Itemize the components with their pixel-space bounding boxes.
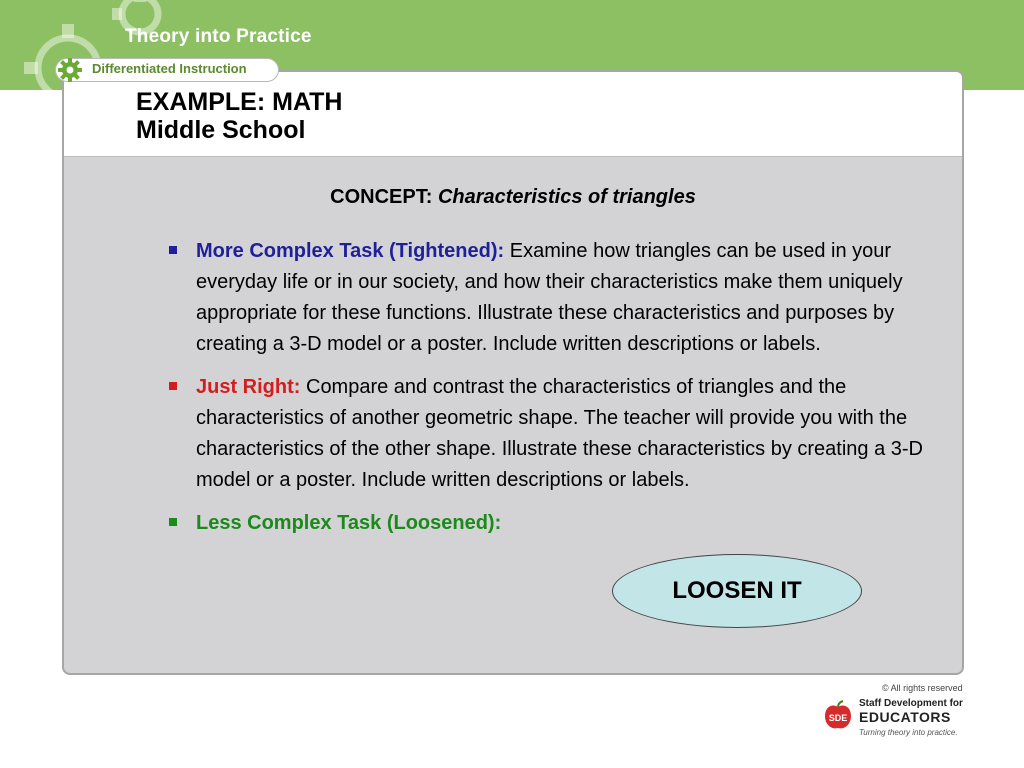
tag-label: Differentiated Instruction xyxy=(92,61,247,76)
slide-header xyxy=(64,72,962,157)
logo-line1: Staff Development for xyxy=(859,698,963,709)
concept-value: Characteristics of triangles xyxy=(437,186,696,208)
callout-label: LOOSEN IT xyxy=(672,577,802,604)
task-label-loosened: Less Complex Task (Loosened): xyxy=(196,512,502,534)
sde-logo xyxy=(822,694,982,744)
slide-subtitle: Middle School xyxy=(136,116,306,144)
logo-line2: EDUCATORS xyxy=(859,709,951,725)
loosen-it-callout xyxy=(612,554,862,628)
list-item-loosened xyxy=(169,508,939,539)
bullet-square-icon xyxy=(169,518,177,526)
task-label-tightened: More Complex Task (Tightened): xyxy=(196,240,505,262)
slide-panel xyxy=(62,70,964,675)
list-item-just-right xyxy=(169,372,939,496)
logo-abbr: SDE xyxy=(828,713,848,723)
copyright-notice: © All rights reserved xyxy=(882,683,963,693)
task-text-just-right: Compare and contrast the characteristics of triangles and the characteristics of another geometric shape. The teacher will provide you with the characteristics of the other shape. Illustrate these characteristics by creating a 3-D model or a poster. Include written descriptions or labels. xyxy=(196,376,924,491)
task-list xyxy=(169,236,939,551)
concept-label: CONCEPT: xyxy=(330,186,433,208)
list-item-tightened xyxy=(169,236,939,360)
bullet-square-icon xyxy=(169,246,177,254)
gear-icon xyxy=(57,57,83,83)
task-label-just-right: Just Right: xyxy=(196,376,301,398)
task-text-tightened: Examine how triangles can be used in your everyday life or in our society, and how their characteristics make them uniquely appropriate for these functions. Illustrate these characteristics and purposes by creating a 3-D model or a poster. Include written descriptions or labels. xyxy=(196,240,903,355)
apple-logo-icon xyxy=(822,700,854,732)
concept-line xyxy=(64,186,962,209)
series-title: Theory into Practice xyxy=(125,26,312,47)
slide-title: EXAMPLE: MATH xyxy=(136,88,343,116)
logo-tagline: Turning theory into practice. xyxy=(859,728,958,737)
bullet-square-icon xyxy=(169,382,177,390)
